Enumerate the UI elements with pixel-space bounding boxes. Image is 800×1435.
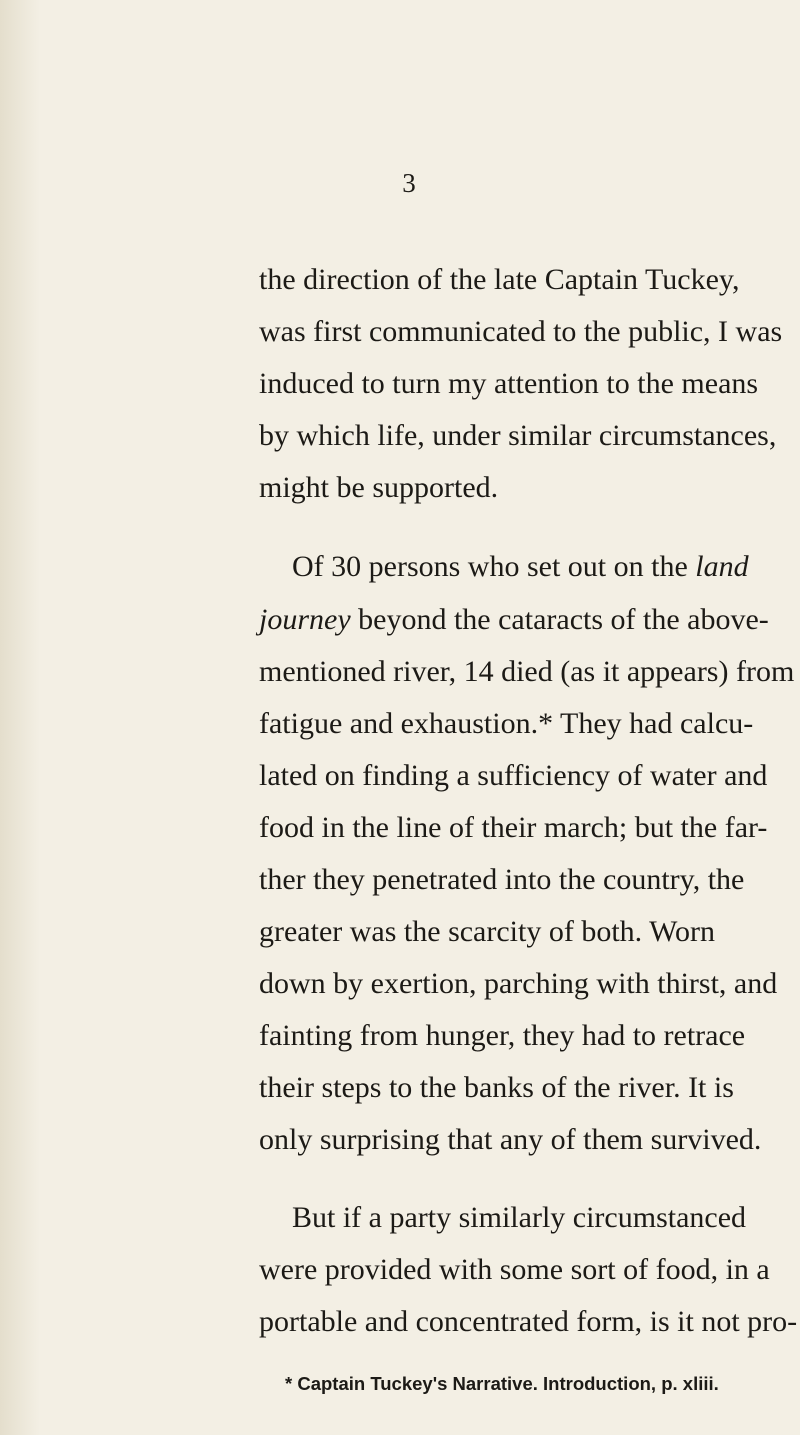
- text-line: journey beyond the cataracts of the above-: [259, 603, 769, 636]
- text-line: But if a party similarly circumstanced: [292, 1201, 747, 1234]
- text-line: Of 30 persons who set out on the land: [292, 550, 749, 583]
- footnote: * Captain Tuckey's Narrative. Introduction, p. xliii.: [285, 1373, 719, 1394]
- text-line: portable and concentrated form, is it not pro-: [259, 1305, 798, 1338]
- text-line: mentioned river, 14 died (as it appears) from: [259, 655, 795, 688]
- page-number: 3: [402, 168, 416, 198]
- text-line: ther they penetrated into the country, the: [259, 863, 745, 896]
- text-line: only surprising that any of them survived.: [259, 1123, 762, 1156]
- text-line: fainting from hunger, they had to retrace: [259, 1019, 746, 1052]
- text-line: down by exertion, parching with thirst, and: [259, 967, 778, 1000]
- text-line: the direction of the late Captain Tuckey,: [259, 263, 740, 296]
- text-line: greater was the scarcity of both. Worn: [259, 915, 716, 948]
- text-line: food in the line of their march; but the far-: [259, 811, 768, 844]
- text-line: was first communicated to the public, I was: [259, 315, 783, 348]
- text-line: induced to turn my attention to the means: [259, 367, 759, 400]
- text-line: lated on finding a sufficiency of water and: [259, 759, 768, 792]
- text-line: by which life, under similar circumstances,: [259, 419, 777, 452]
- text-line: might be supported.: [259, 471, 499, 504]
- text-line: fatigue and exhaustion.* They had calcu-: [259, 707, 754, 740]
- text-line: were provided with some sort of food, in a: [259, 1253, 770, 1286]
- text-line: their steps to the banks of the river. It is: [259, 1071, 734, 1104]
